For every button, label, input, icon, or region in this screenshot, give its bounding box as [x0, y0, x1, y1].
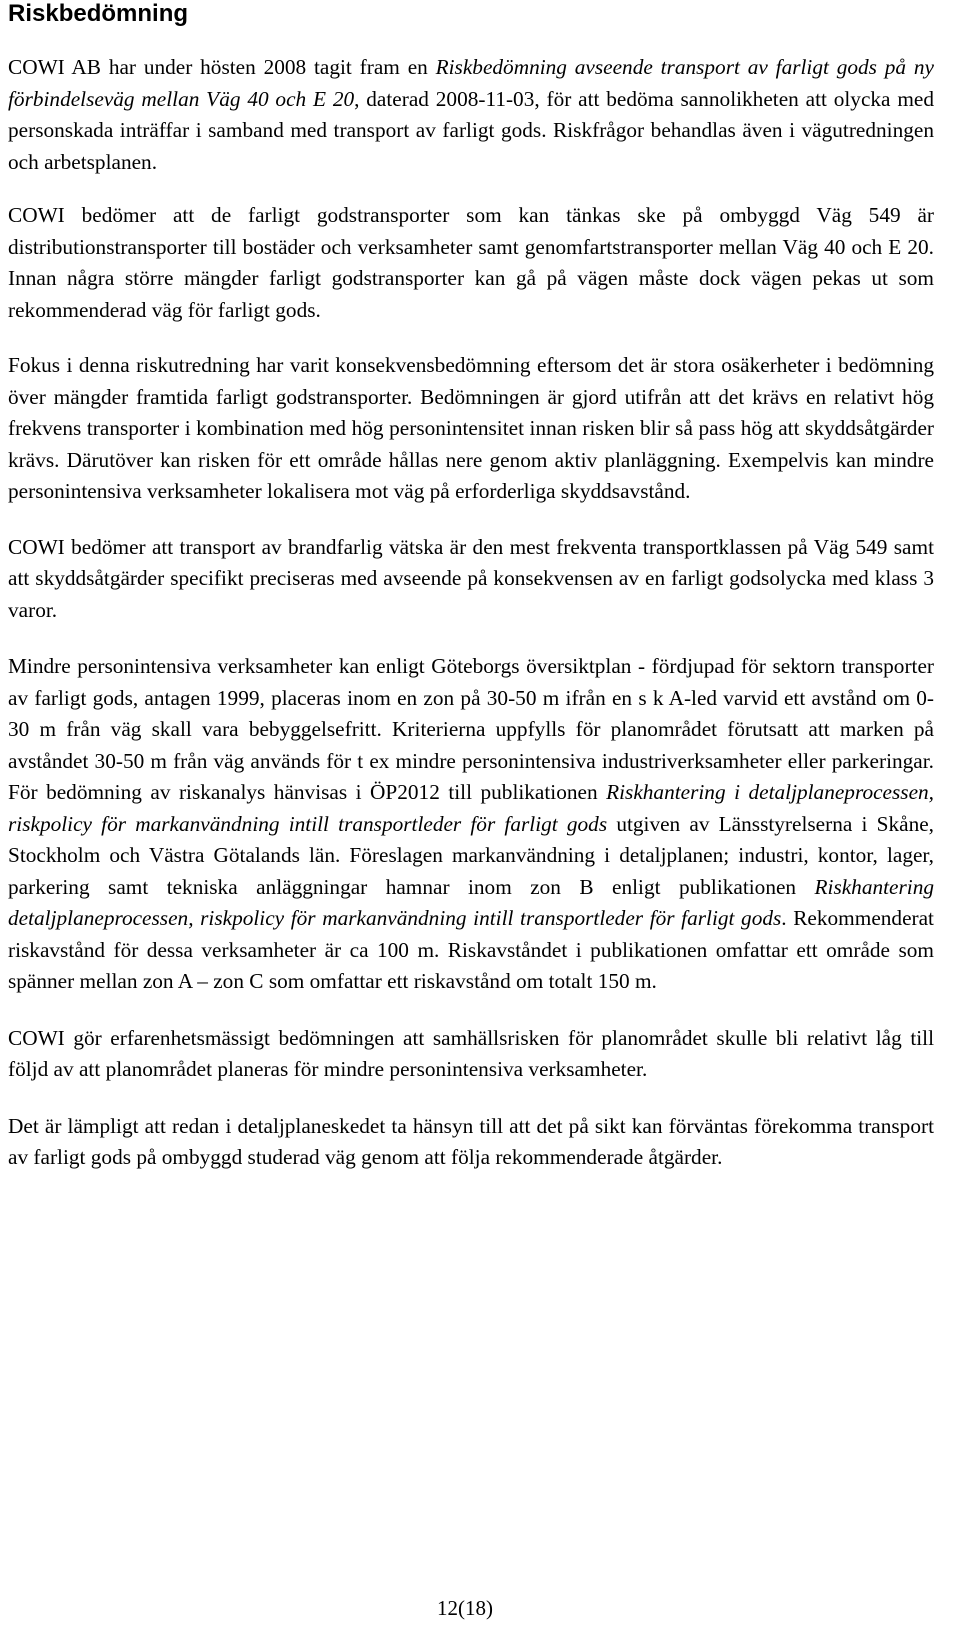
section-heading: Riskbedömning	[8, 0, 189, 27]
p1-text-1: COWI AB har under hösten 2008 tagit fram en	[8, 55, 436, 79]
page-number: 12(18)	[437, 1596, 493, 1620]
paragraph-recommendation: Det är lämpligt att redan i detaljplaneskedet ta hänsyn till att det på sikt kan förväntas förekomma transport av farligt gods på ombyggd studerad väg genom att följa rekommenderade åtgärder.	[8, 1113, 934, 1169]
paragraph-transport-assessment: COWI bedömer att de farligt godstransporter som kan tänkas ske på ombyggd Väg 549 är distributionstransporter till bostäder och verksamheter samt genomfartstransporter mellan Väg 40 och E 20. Innan några större mängder farligt godstransporter kan gå på vägen måste dock vägen pekas ut som rekommenderad väg för farligt gods.	[8, 203, 934, 322]
paragraph-focus: Fokus i denna riskutredning har varit konsekvensbedömning eftersom det är stora osäkerheter i bedömning över mängder framtida farligt godstransporter. Bedömningen är gjord utifrån att det krävs en relativt hög frekvens transporter i kombination med hög personintensitet innan risken blir så pass hög att skyddsåtgärder krävs. Därutöver kan risken för ett område hållas nere genom aktiv planläggning. Exempelvis kan mindre personintensiva verksamheter lokalisera mot väg på erforderliga skyddsavstånd.	[8, 353, 934, 503]
p5-text-3: . Rekommenderat riskavstånd för dessa verksamheter är ca 100 m. Riskavståndet i publikationen omfattar ett område som spänner mellan zon A – zon C som omfattar ett riskavstånd om totalt 150 m.	[8, 906, 934, 993]
p5-publication-title-1: Riskhantering i detaljplaneprocessen, riskpolicy för markanvändning intill transportleder för farligt gods	[8, 780, 934, 836]
paragraph-intro	[8, 52, 934, 178]
paragraph-flammable-liquid: COWI bedömer att transport av brandfarlig vätska är den mest frekventa transportklassen på Väg 549 samt att skyddsåtgärder specifikt preciseras med avseende på konsekvensen av en farligt godsolycka med klass 3 varor.	[8, 534, 934, 622]
paragraph-risk-distances	[8, 651, 934, 998]
p1-report-title: Riskbedömning avseende transport av farligt gods på ny förbindelseväg mellan Väg 40 och E 20	[8, 55, 935, 111]
p5-publication-title-2: Riskhantering detaljplaneprocessen, riskpolicy för markanvändning intill transportleder för farligt gods	[8, 874, 934, 930]
document-page	[8, 0, 934, 1174]
p1-text-2: , daterad 2008-11-03, för att bedöma sannolikheten att olycka med personskada inträffar i samband med transport av farligt gods. Riskfrågor behandlas även i vägutredningen och arbetsplanen.	[8, 86, 934, 174]
p5-text-1: Mindre personintensiva verksamheter kan enligt Göteborgs översiktplan - fördjupad för sektorn transporter av farligt gods, antagen 1999, placeras inom en zon på 30-50 m ifrån en s k A-led varvid ett avstånd om 0-30 m från väg skall vara bebyggelsefritt. Kriterierna uppfylls för planområdet förutsatt att marken på avståndet 30-50 m från väg används för t ex mindre personintensiva industriverksamheter eller parkeringar. För bedömning av riskanalys hänvisas i ÖP2012 till publikationen	[8, 654, 934, 804]
paragraph-societal-risk: COWI gör erfarenhetsmässigt bedömningen att samhällsrisken för planområdet skulle bli relativt låg till följd av att planområdet planeras för mindre personintensiva verksamheter.	[8, 1025, 934, 1081]
p5-text-2: utgiven av Länsstyrelserna i Skåne, Stockholm och Västra Götalands län. Föreslagen markanvändning i detaljplanen; industri, kontor, lager, parkering samt tekniska anläggningar hamnar inom zon B enligt publikationen	[8, 811, 934, 899]
